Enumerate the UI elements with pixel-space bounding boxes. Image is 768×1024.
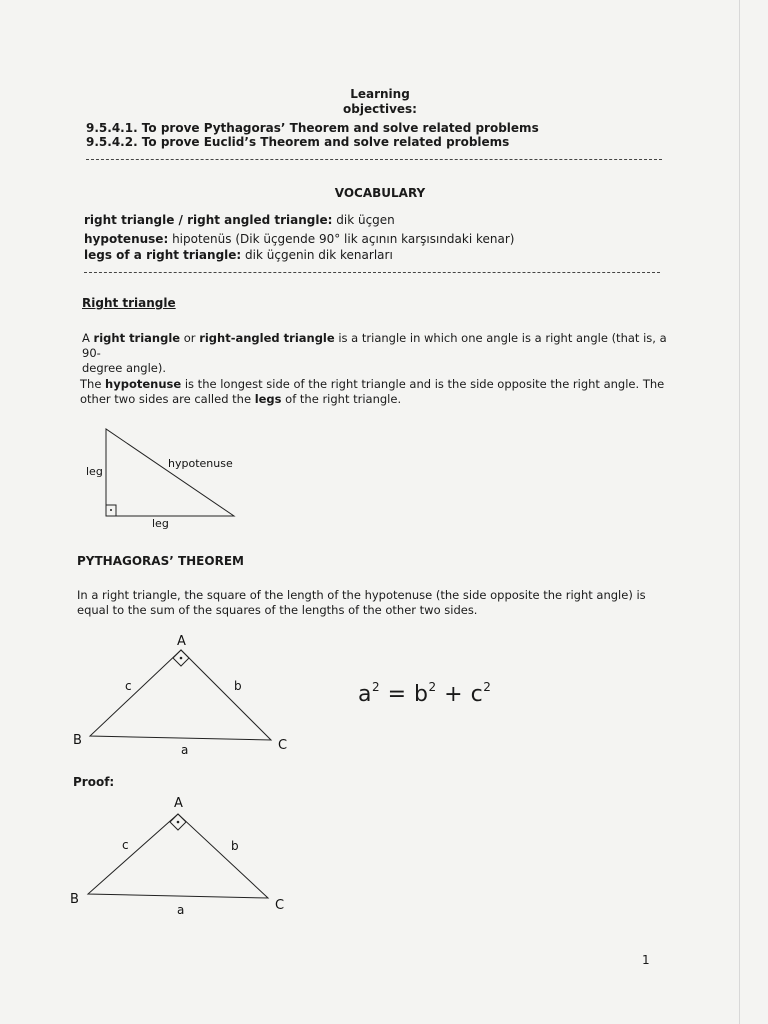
side-label-a: a <box>177 903 185 917</box>
vertex-label-c: C <box>275 898 285 913</box>
text-run: or <box>180 331 200 345</box>
right-angle-dot <box>177 821 180 824</box>
text-run: other two sides are called the <box>80 392 255 406</box>
text-run: A <box>82 331 94 345</box>
right-angle-dot <box>110 509 112 511</box>
right-triangle-diagram <box>80 420 250 535</box>
label-leg-bottom: leg <box>152 517 169 530</box>
divider-top <box>86 159 662 160</box>
vertex-label-c: C <box>278 738 288 753</box>
vocab-def: dik üçgenin dik kenarları <box>241 248 393 262</box>
right-triangle-paragraph-1 <box>82 331 682 376</box>
vertex-label-a: A <box>177 634 186 649</box>
side-label-c: c <box>122 838 129 852</box>
vocab-term: right triangle / right angled triangle: <box>84 213 333 227</box>
formula-exponent: 2 <box>428 680 437 694</box>
text-run: is the longest side of the right triangle and is the side opposite the right angle. The <box>181 377 665 391</box>
text-run: is a triangle in which one angle is a right angle (that is, a 90- <box>82 331 667 360</box>
formula-term: c <box>470 682 484 707</box>
vocab-item-right-triangle <box>84 213 395 228</box>
page-number: 1 <box>642 953 650 967</box>
pythagoras-triangle-diagram <box>65 630 305 760</box>
text-run: degree angle). <box>82 361 167 375</box>
vocab-term: legs of a right triangle: <box>84 248 242 262</box>
triangle-shape <box>90 650 271 740</box>
text-run-bold: legs <box>254 392 282 406</box>
objective-1: 9.5.4.1. To prove Pythagoras’ Theorem and solve related problems <box>86 121 539 135</box>
proof-label: Proof: <box>73 775 115 789</box>
side-label-a: a <box>181 743 189 757</box>
objectives-title: Learning objectives: <box>343 87 417 116</box>
side-label-b: b <box>231 839 239 853</box>
formula-exponent: 2 <box>371 680 381 694</box>
right-angle-dot <box>180 657 183 660</box>
text-run: The <box>80 377 106 391</box>
formula-operator: + <box>436 682 471 707</box>
text-run-bold: hypotenuse <box>105 377 182 391</box>
text-run-bold: right-angled triangle <box>199 331 335 345</box>
vocabulary-heading: VOCABULARY <box>334 186 426 200</box>
page-edge <box>739 0 740 1024</box>
vocab-def: dik üçgen <box>332 213 395 227</box>
vertex-label-b: B <box>70 892 79 907</box>
vocab-def: hipotenüs (Dik üçgende 90° lik açının karşısındaki kenar) <box>168 232 515 246</box>
text-run: of the right triangle. <box>281 392 402 406</box>
objective-2: 9.5.4.2. To prove Euclid’s Theorem and solve related problems <box>86 135 510 149</box>
vertex-label-a: A <box>174 796 183 811</box>
label-leg-left: leg <box>86 465 103 478</box>
text-run: equal to the sum of the squares of the lengths of the other two sides. <box>77 603 478 617</box>
right-triangle-heading: Right triangle <box>82 296 176 310</box>
vocab-term: hypotenuse: <box>84 232 169 246</box>
divider-vocab <box>84 272 660 273</box>
pythagoras-statement <box>77 588 677 618</box>
pythagoras-heading: PYTHAGORAS’ THEOREM <box>77 554 244 568</box>
side-label-c: c <box>125 679 132 693</box>
vocab-item-legs <box>84 248 393 263</box>
vertex-label-b: B <box>73 733 82 748</box>
text-run-bold: right triangle <box>93 331 181 345</box>
right-triangle-paragraph-2 <box>80 377 680 407</box>
text-run: In a right triangle, the square of the length of the hypotenuse (the side opposite the right angle) is <box>77 588 646 602</box>
proof-triangle-diagram <box>62 792 302 922</box>
formula-term: b <box>414 682 429 707</box>
side-label-b: b <box>234 679 242 693</box>
pythagoras-formula <box>358 680 491 707</box>
vocab-item-hypotenuse <box>84 232 514 247</box>
formula-exponent: 2 <box>483 680 492 694</box>
formula-term: a <box>358 682 372 707</box>
formula-operator: = <box>380 682 415 707</box>
label-hypotenuse: hypotenuse <box>168 457 233 470</box>
triangle-shape <box>88 814 268 898</box>
triangle-shape <box>106 429 234 516</box>
